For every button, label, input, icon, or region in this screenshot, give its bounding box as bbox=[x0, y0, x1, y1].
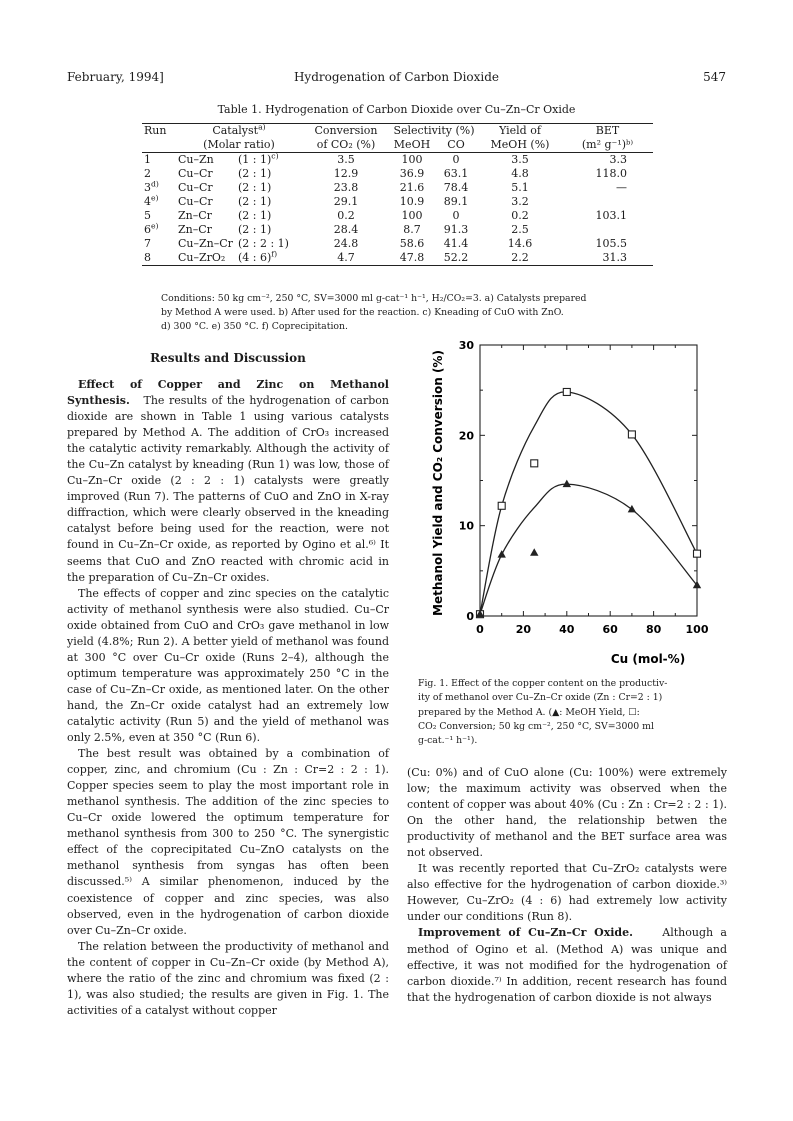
cell-yield: 5.1 bbox=[511, 181, 529, 194]
table-row bbox=[142, 195, 653, 209]
cell-run: 7 bbox=[144, 237, 151, 250]
conversion-point bbox=[531, 460, 538, 467]
cell-run: 3$^{d)}$ bbox=[144, 179, 159, 194]
cell-yield: 2.2 bbox=[511, 251, 529, 264]
cell-ratio: (2 : 1) bbox=[238, 195, 272, 208]
th-run: Run bbox=[144, 124, 167, 137]
cell-yield: 3.5 bbox=[511, 153, 529, 166]
cell-run: 6$^{e)}$ bbox=[144, 221, 159, 236]
y-tick-label: 0 bbox=[466, 610, 474, 623]
cell-meoh: 8.7 bbox=[403, 223, 421, 236]
table-row bbox=[142, 251, 653, 266]
table-row bbox=[142, 153, 653, 168]
cell-meoh: 100 bbox=[401, 209, 423, 222]
cell-conversion: 0.2 bbox=[337, 209, 355, 222]
cell-bet bbox=[562, 223, 653, 237]
subsection-heading: Effect of Copper and Zinc on Methanol Synthesis. bbox=[67, 378, 389, 408]
cell-catalyst: Cu–Cr bbox=[178, 195, 213, 208]
conversion-point bbox=[563, 388, 570, 395]
cell-conversion: 3.5 bbox=[337, 153, 355, 166]
page-number: 547 bbox=[703, 70, 726, 84]
caption-line: ity of methanol over Cu–Zn–Cr oxide (Zn : Cr=2 : 1) bbox=[418, 692, 663, 704]
y-tick-label: 20 bbox=[458, 429, 474, 443]
cell-co: 0 bbox=[452, 209, 460, 222]
caption-line: g-cat.⁻¹ h⁻¹). bbox=[418, 735, 478, 747]
cell-co: 63.1 bbox=[443, 167, 469, 180]
caption-line: CO₂ Conversion; 50 kg cm⁻², 250 °C, SV=3000 ml bbox=[418, 720, 654, 732]
cell-meoh: 58.6 bbox=[399, 237, 425, 250]
table-row bbox=[142, 237, 653, 251]
th-conversion-unit: of CO₂ (%) bbox=[316, 138, 376, 151]
data-markers bbox=[476, 388, 701, 617]
table-row bbox=[142, 181, 653, 195]
cell-catalyst: Cu–Cr bbox=[178, 167, 213, 180]
th-yield-unit: MeOH (%) bbox=[490, 138, 550, 151]
header-left: February, 1994] bbox=[67, 70, 164, 84]
cell-catalyst: Zn–Cr bbox=[178, 209, 212, 222]
table-note-line: d) 300 °C. e) 350 °C. f) Coprecipitation. bbox=[161, 321, 348, 332]
paragraph: It was recently reported that Cu–ZrO₂ catalysts were also effective for the hydrogenation of carbon dioxide.³⁾ However, Cu–ZrO₂ (4 : 6) had extremely low activity under our conditions (Run 8). bbox=[407, 862, 727, 924]
paragraph: The relation between the productivity of methanol and the content of copper in Cu–Zn–Cr oxide (by Method A), where the ratio of the zinc and chromium was fixed (2 : 1), was also studied; the results are given in Fig. 1. The activities of a catalyst without copper bbox=[67, 939, 389, 1017]
cell-conversion: 29.1 bbox=[333, 195, 359, 208]
cell-run: 2 bbox=[144, 167, 151, 180]
caption-line: Fig. 1. Effect of the copper content on the productiv- bbox=[418, 678, 668, 689]
cell-ratio: (2 : 1) bbox=[238, 167, 272, 180]
cell-run: 4$^{e)}$ bbox=[144, 193, 159, 208]
table-note-line: by Method A were used. b) After used for the reaction. c) Kneading of CuO with ZnO. bbox=[161, 307, 564, 318]
right-column bbox=[407, 765, 727, 1006]
conversion-point bbox=[694, 550, 701, 557]
paragraph bbox=[407, 925, 727, 1005]
cell-conversion: 4.7 bbox=[337, 251, 355, 264]
cell-bet: — bbox=[616, 181, 627, 194]
y-axis-label: Methanol Yield and CO₂ Conversion (%) bbox=[431, 350, 445, 616]
figure-1-chart bbox=[412, 335, 732, 670]
cell-co: 41.4 bbox=[443, 237, 469, 250]
cell-ratio: (2 : 2 : 1) bbox=[238, 237, 289, 250]
paragraph-text: Although a method of Ogino et al. (Method A) was unique and effective, it was not modified for the hydrogenation of carbon dioxide.⁷⁾ In addition, recent research has found that the hydrogenation of carbon dioxide is not always bbox=[407, 926, 727, 1004]
cell-meoh: 21.6 bbox=[399, 181, 425, 194]
cell-catalyst: Cu–ZrO₂ bbox=[178, 251, 226, 264]
figure-caption bbox=[418, 677, 728, 748]
cell-meoh: 100 bbox=[401, 153, 423, 166]
cell-ratio: (4 : 6)$^{f)}$ bbox=[238, 249, 278, 264]
paragraph: The best result was obtained by a combination of copper, zinc, and chromium (Cu : Zn : Cr=2 : 2 : 1). Copper species seem to play the most important role in methanol synthesis. The addition of the zinc species to Cu–Cr oxide lowered the optimum temperature for methanol synthesis from 300 to 250 °C. The synergistic effect of the coprecipitated Cu–ZnO catalysts on the methanol synthesis from syngas has often been discussed.⁵⁾ A similar phenomenon, induced by the coexistence of copper and zinc species, was also observed, even in the hydrogenation of carbon dioxide over Cu–Zn–Cr oxide. bbox=[67, 747, 389, 937]
table-row bbox=[142, 167, 653, 181]
paragraph: The effects of copper and zinc species on the catalytic activity of methanol synthesis were also studied. Cu–Cr oxide obtained from CuO and CrO₃ gave methanol in low yield (4.8%; Run 2). A better yield of methanol was found at 300 °C over Cu–Cr oxide (Runs 2–4), although the optimum temperature was approximately 250 °C in the case of Cu–Zn–Cr oxide, as mentioned later. On the other hand, the Zn–Cr oxide catalyst had an extremely low catalytic activity (Run 5) and the yield of methanol was only 2.5%, even at 350 °C (Run 6). bbox=[67, 586, 389, 745]
left-column bbox=[67, 377, 389, 1019]
header-title: Hydrogenation of Carbon Dioxide bbox=[293, 70, 500, 84]
yield-point bbox=[530, 548, 538, 556]
cell-yield: 0.2 bbox=[511, 209, 529, 222]
results-table bbox=[142, 123, 653, 266]
cell-meoh: 10.9 bbox=[399, 195, 425, 208]
th-bet-unit: (m² g⁻¹)ᵇ⁾ bbox=[581, 138, 634, 151]
plot-frame bbox=[480, 345, 697, 616]
cell-bet: 3.3 bbox=[609, 153, 627, 166]
paragraph-text: The results of the hydrogenation of carbon dioxide are shown in Table 1 using various catalysts prepared by Method A. The addition of CrO₃ increased the catalytic activity remarkably. Although the activity of the Cu–Zn catalyst by kneading (Run 1) was low, those of Cu–Zn–Cr oxide (2 : 2 : 1) catalysts were greatly improved (Run 7). The patterns of CuO and ZnO in X-ray diffraction, which were clearly observed in the kneading catalyst before being used for the reaction, were not found in Cu–Zn–Cr oxide, as reported by Ogino et al.⁶⁾ It seems that CuO and ZnO reacted with chromic acid in the preparation of Cu–Zn–Cr oxides. bbox=[67, 394, 389, 584]
cell-yield: 2.5 bbox=[511, 223, 529, 236]
cell-co: 89.1 bbox=[443, 195, 469, 208]
cell-bet bbox=[562, 195, 653, 209]
y-tick-label: 10 bbox=[458, 519, 474, 533]
cell-yield: 14.6 bbox=[507, 237, 533, 250]
cell-run: 1 bbox=[144, 153, 151, 166]
paragraph bbox=[67, 377, 389, 586]
cell-run: 8 bbox=[144, 251, 151, 264]
cell-meoh: 36.9 bbox=[399, 167, 425, 180]
x-tick-label: 60 bbox=[602, 623, 618, 636]
table-notes bbox=[161, 292, 636, 334]
x-tick-label: 40 bbox=[559, 623, 575, 636]
yield-point bbox=[628, 505, 636, 513]
cell-catalyst: Cu–Zn bbox=[178, 153, 214, 166]
yield-curve bbox=[480, 484, 697, 614]
y-tick-label: 30 bbox=[458, 339, 474, 352]
th-selectivity: Selectivity (%) bbox=[393, 124, 475, 137]
x-tick-label: 100 bbox=[685, 623, 709, 636]
x-axis-label: Cu (mol-%) bbox=[610, 652, 686, 666]
caption-line: prepared by the Method A. (▲: MeOH Yield, ☐: bbox=[418, 706, 640, 718]
conversion-point bbox=[628, 431, 635, 438]
x-tick-label: 0 bbox=[476, 623, 484, 636]
th-yield: Yield of bbox=[499, 124, 541, 137]
yield-point bbox=[563, 480, 571, 488]
cell-catalyst: Cu–Cr bbox=[178, 181, 213, 194]
cell-bet: 31.3 bbox=[602, 251, 627, 264]
cell-meoh: 47.8 bbox=[399, 251, 425, 264]
x-tick-label: 20 bbox=[515, 623, 532, 636]
th-molar-ratio: (Molar ratio) bbox=[203, 138, 275, 151]
cell-co: 91.3 bbox=[443, 223, 469, 236]
cell-ratio: (2 : 1) bbox=[238, 209, 272, 222]
cell-ratio: (2 : 1) bbox=[238, 181, 272, 194]
conversion-curve bbox=[480, 392, 697, 614]
th-catalyst: Catalyst$^{a)}$ bbox=[212, 122, 266, 137]
cell-co: 78.4 bbox=[443, 181, 469, 194]
section-title: Results and Discussion bbox=[150, 351, 306, 365]
cell-catalyst: Cu–Zn–Cr bbox=[178, 237, 233, 250]
axis-ticks bbox=[480, 345, 697, 616]
axis-tick-labels bbox=[459, 339, 709, 636]
th-meoh: MeOH bbox=[393, 138, 431, 151]
cell-bet: 118.0 bbox=[595, 167, 627, 180]
cell-run: 5 bbox=[144, 209, 151, 222]
x-tick-label: 80 bbox=[645, 623, 662, 636]
th-bet: BET bbox=[595, 124, 620, 137]
cell-conversion: 12.9 bbox=[333, 167, 359, 180]
yield-point bbox=[498, 550, 506, 558]
cell-conversion: 28.4 bbox=[333, 223, 359, 236]
th-co: CO bbox=[447, 138, 465, 151]
th-conversion: Conversion bbox=[314, 124, 378, 137]
cell-conversion: 24.8 bbox=[333, 237, 359, 250]
table-row bbox=[142, 223, 653, 237]
cell-ratio: (1 : 1)$^{c)}$ bbox=[238, 151, 279, 166]
table-header-row-1 bbox=[142, 124, 653, 139]
conversion-point bbox=[498, 502, 505, 509]
table-header-row-2 bbox=[142, 138, 653, 153]
cell-yield: 3.2 bbox=[511, 195, 529, 208]
paragraph: (Cu: 0%) and of CuO alone (Cu: 100%) were extremely low; the maximum activity was observed when the content of copper was about 40% (Cu : Zn : Cr=2 : 2 : 1). On the other hand, the relationship betwen the productivity of methanol and the BET surface area was not observed. bbox=[407, 766, 727, 860]
cell-co: 52.2 bbox=[443, 251, 469, 264]
cell-ratio: (2 : 1) bbox=[238, 223, 272, 236]
table-caption: Table 1. Hydrogenation of Carbon Dioxide over Cu–Zn–Cr Oxide bbox=[217, 103, 576, 116]
table-row bbox=[142, 209, 653, 223]
cell-yield: 4.8 bbox=[511, 167, 529, 180]
table-note-line: Conditions: 50 kg cm⁻², 250 °C, SV=3000 ml g-cat⁻¹ h⁻¹, H₂/CO₂=3. a) Catalysts prepared bbox=[161, 293, 587, 304]
cell-co: 0 bbox=[452, 153, 460, 166]
cell-bet: 103.1 bbox=[595, 209, 627, 222]
cell-bet: 105.5 bbox=[595, 237, 627, 250]
cell-conversion: 23.8 bbox=[333, 181, 359, 194]
subsection-heading: Improvement of Cu–Zn–Cr Oxide. bbox=[418, 926, 633, 940]
cell-catalyst: Zn–Cr bbox=[178, 223, 212, 236]
